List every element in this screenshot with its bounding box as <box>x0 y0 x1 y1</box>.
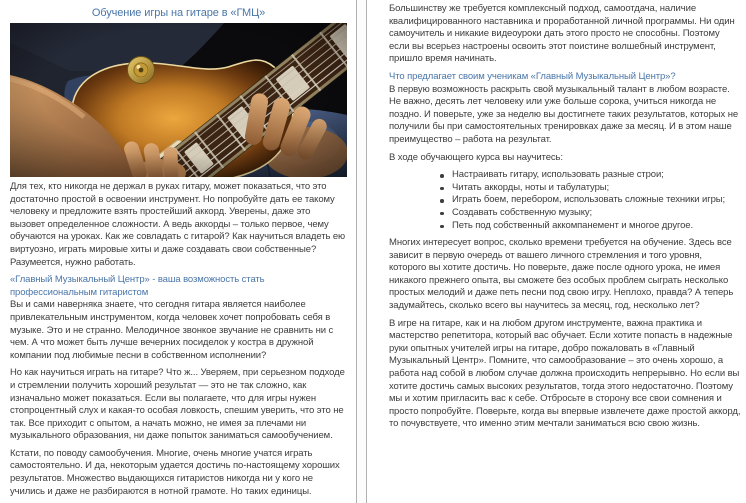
bullet-icon <box>440 212 444 216</box>
paragraph-how-long: Многих интересует вопрос, сколько времени требуется на обучение. Здесь все зависит в первую очередь от вашего личного стремления и того уровня, которого вы хотите достичь. Но поверьте, даже после одного урока, не имея никакого прежнего опыта, вы сможете без особых проблем сыграть несколько простых мелодий и даже петь песни под свою игру. Неплохо, правда? А теперь задумайтесь, сколько всего вы научитесь за месяц, год, несколько лет? <box>389 237 734 312</box>
paragraph-invitation: В игре на гитаре, как и на любом другом инструменте, важна практика и мастерство репетитора, который вас обучает. Если хотите попасть в надежные руки опытных учителей игры на гитаре, добро пожаловать в «Главный Музыкальный Центр». Помните, что самообразование – это очень хорошо, а работа над собой в любом случае должна происходить непрерывно. Но если вы хотите достичь самых высоких результатов, тогда этого недостаточно. Поэтому мы и хотим пригласить вас к себе. Отбросьте в сторону все свои сомнения и просто попробуйте. Поверьте, когда вы впервые извлечете даже простой аккорд, то почувствуете, что именно этим мечтали заниматься всю свою жизнь. <box>389 317 741 430</box>
bullet-icon <box>440 199 444 203</box>
bullet-icon <box>440 187 444 191</box>
page-gutter <box>356 0 367 503</box>
list-item-label: Играть боем, перебором, использовать сложные техники игры; <box>452 194 726 206</box>
paragraph-self-study: Кстати, по поводу самообучения. Многие, очень многие учатся играть самостоятельно. И да, некоторым удается достичь по-настоящему хороших результатов. Множество выдающихся гитаристов никогда ни у кого не учились и даже не разбираются в нотной грамоте. Но таких единицы. <box>10 447 340 497</box>
article-title: Обучение игры на гитаре в «ГМЦ» <box>91 7 266 19</box>
list-item <box>389 207 741 220</box>
list-item-label: Настраивать гитару, использовать разные строи; <box>452 169 664 181</box>
list-item <box>389 220 741 233</box>
list-item <box>389 169 741 182</box>
list-item <box>389 194 741 207</box>
page-right <box>389 0 741 436</box>
paragraph-most-need-mentor: Большинству же требуется комплексный подход, самоотдача, наличие квалифицированного наставника и проработанной личной программы. Ни один самоучитель и никакие видеоуроки дать этого просто не способны. Поэтому если вы всерьез настроены освоить этот поистине волшебный инструмент, пришло время начинать. <box>389 3 735 65</box>
list-item-label: Петь под собственный аккомпанемент и многое другое. <box>452 219 694 231</box>
paragraph-any-age: В первую возможность раскрыть свой музыкальный талант в любом возрасте. Не важно, десять лет человеку или уже больше сорока, учиться никогда не поздно. И поверьте, уже за неделю вы достигнете таких результатов, которых не получили бы при самостоятельных тренировках даже за месяц. И в этом наше преимущество – работа на результат. <box>389 83 739 145</box>
bullet-icon <box>440 225 444 229</box>
paragraph-how-to-learn: Но как научиться играть на гитаре? Что ж... Уверяем, при серьезном подходе и стремлении получить хороший результат — это не так сложно, как изначально может показаться. Если вы полагаете, что для игры нужен стопроцентный слух и какая-то особая ловкость, спешим уверить, что это не так. Все приходит с опытом, а начать можно, не имея за плечами ни музыкального образования, ни даже попыток заниматься самообучением. <box>10 367 345 442</box>
paragraph-intro: Для тех, кто никогда не держал в руках гитару, может показаться, что это достаточно простой в освоении инструмент. Но попробуйте дать ее такому человеку и предложите взять простейший аккорд. Уверены, даже это вызовет определенное сложности. А ведь аккорды – только первое, чему обучаются на уроках. Как же совладать с гитарой? Как научиться владеть ею виртуозно, играть мировые хиты и даже создавать свои собственные? Разумеется, нужно работать. <box>10 181 346 268</box>
list-item-label: Создавать собственную музыку; <box>452 206 593 218</box>
subheading-what-gmc-offers: Что предлагает своим ученикам «Главный Музыкальный Центр»? <box>389 70 676 82</box>
subheading-gmc-opportunity: «Главный Музыкальный Центр» - ваша возможность стать профессиональным гитаристом <box>10 274 265 298</box>
paragraph-list-intro: В ходе обучающего курса вы научитесь: <box>389 151 563 163</box>
page-left <box>10 0 347 503</box>
list-item <box>389 182 741 195</box>
guitar-photo <box>10 23 347 177</box>
guitar-photo-illustration <box>10 23 347 177</box>
paragraph-guitar-appeal: Вы и сами наверняка знаете, что сегодня гитара является наиболее привлекательным инструментом, когда человек хочет попробовать себя в музыке. Это и не странно. Мелодичное звонкое звучание не сравнить ни с чем. А что может быть лучше вечерних посиделок у костра в дружной компании под любимые песни в собственном исполнении? <box>10 299 334 361</box>
list-item-label: Читать аккорды, ноты и табулатуры; <box>452 181 610 193</box>
skills-list <box>389 169 741 232</box>
bullet-icon <box>440 174 444 178</box>
